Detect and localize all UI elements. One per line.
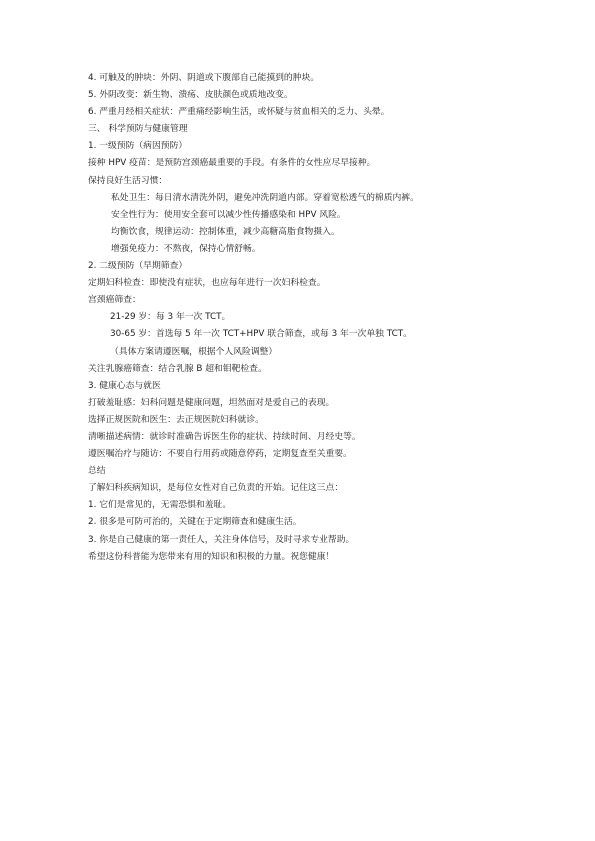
text-line: 了解妇科疾病知识，是每位女性对自己负责的开始。记住这三点： xyxy=(88,483,344,494)
text-line: 增强免疫力：不熬夜，保持心情舒畅。 xyxy=(111,243,261,254)
text-line: 6. 严重月经相关症状：严重痛经影响生活，或怀疑与贫血相关的乏力、头晕。 xyxy=(88,107,390,118)
text-line: 保持良好生活习惯： xyxy=(88,175,168,186)
text-line: 关注乳腺癌筛查：结合乳腺 B 超和钼靶检查。 xyxy=(88,363,267,374)
document-body xyxy=(88,70,528,566)
text-line: 5. 外阴改变：新生物、溃疡、皮肤颜色或质地改变。 xyxy=(88,90,293,101)
text-line: 1. 一级预防（病因预防） xyxy=(88,141,188,152)
text-line: 21-29 岁：每 3 年一次 TCT。 xyxy=(110,312,231,323)
text-line: 清晰描述病情：就诊时准确告诉医生你的症状、持续时间、月经史等。 xyxy=(88,431,361,442)
text-line: 3. 你是自己健康的第一责任人，关注身体信号，及时寻求专业帮助。 xyxy=(88,534,355,545)
text-line: 定期妇科检查：即使没有症状，也应每年进行一次妇科检查。 xyxy=(88,278,326,289)
text-line: 30-65 岁：首选每 5 年一次 TCT+HPV 联合筛查，或每 3 年一次单独 TCT。 xyxy=(110,329,412,340)
text-line: 宫颈癌筛查： xyxy=(88,295,141,306)
text-line: 选择正规医院和医生：去正规医院妇科就诊。 xyxy=(88,414,264,425)
text-line: 均衡饮食，规律运动：控制体重，减少高糖高脂食物摄入。 xyxy=(111,226,340,237)
text-line: 三、 科学预防与健康管理 xyxy=(88,124,188,135)
text-line: 3. 健康心态与就医 xyxy=(88,380,161,391)
text-line: 4. 可触及的肿块：外阴、阴道或下腹部自己能摸到的肿块。 xyxy=(88,73,320,83)
text-line: 希望这份科普能为您带来有用的知识和积极的力量。祝您健康！ xyxy=(88,551,335,562)
text-line: 打破羞耻感：妇科问题是健康问题，坦然面对是爱自己的表现。 xyxy=(88,397,335,408)
text-line: 安全性行为：使用安全套可以减少性传播感染和 HPV 风险。 xyxy=(111,209,346,220)
text-line: （具体方案请遵医嘱，根据个人风险调整） xyxy=(110,346,278,357)
text-line: 遵医嘱治疗与随访：不要自行用药或随意停药，定期复查至关重要。 xyxy=(88,449,352,460)
text-line: 2. 很多是可防可治的，关键在于定期筛查和健康生活。 xyxy=(88,517,302,528)
text-line: 私处卫生：每日清水清洗外阴，避免冲洗阴道内部。穿着宽松透气的棉质内裤。 xyxy=(111,192,419,203)
text-line: 2. 二级预防（早期筛查） xyxy=(88,261,188,272)
text-line: 总结 xyxy=(88,466,106,477)
text-line: 1. 它们是常见的，无需恐惧和羞耻。 xyxy=(88,500,232,511)
text-line: 接种 HPV 疫苗：是预防宫颈癌最重要的手段。有条件的女性应尽早接种。 xyxy=(88,158,376,169)
